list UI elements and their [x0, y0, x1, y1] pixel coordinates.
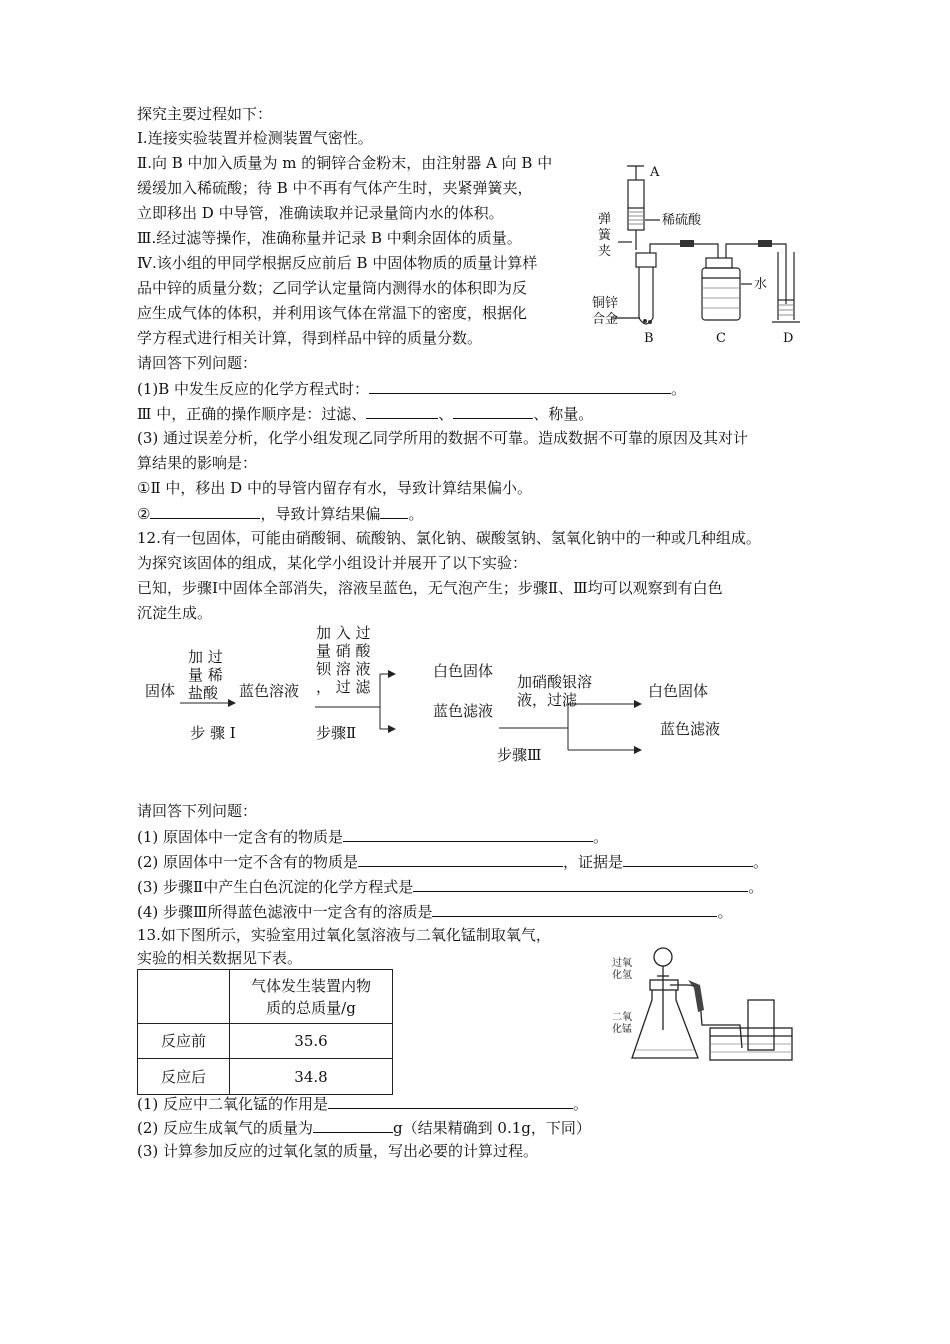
flask-stopper: [650, 980, 678, 990]
question-1-3-b: [137, 503, 423, 524]
q12-line-4: 沉淀生成。: [137, 604, 213, 622]
table-row: [138, 1024, 393, 1059]
q-text: 、称量。: [533, 405, 594, 423]
delivery-tube: [670, 985, 742, 1048]
label-acid: 稀硫酸: [662, 213, 702, 228]
q-text: (2) 原固体中一定不含有的物质是: [137, 853, 359, 871]
q12-question-3: [137, 876, 763, 897]
flow-step-2: 步骤Ⅱ: [316, 724, 357, 742]
stopper-b: [636, 253, 656, 267]
flow-solid: 固体: [145, 682, 176, 700]
answer-blank[interactable]: [313, 1117, 393, 1133]
flow-blue-filtrate-1: 蓝色滤液: [433, 702, 494, 720]
step-4-line-2: 品中锌的质量分数；乙同学认定量筒内测得水的体积即为反: [137, 279, 528, 297]
q-text: (1)B 中发生反应的化学方程式时：: [137, 380, 370, 398]
cylinder-d: [778, 252, 794, 320]
q-text: (2) 反应生成氧气的质量为: [137, 1119, 314, 1137]
answer-blank[interactable]: [150, 503, 260, 519]
label-water: 水: [754, 277, 768, 292]
q-text: g（结果精确到 0.1g，下同）: [393, 1119, 591, 1137]
answer-blank[interactable]: [328, 1093, 573, 1109]
answer-blank[interactable]: [366, 403, 438, 419]
table-row-label: 反应后: [138, 1059, 230, 1095]
conical-flask: [632, 990, 698, 1058]
q12-ask: 请回答下列问题：: [137, 802, 258, 820]
q13-line-2: 实验的相关数据见下表。: [137, 949, 303, 967]
label-b: B: [644, 331, 654, 346]
flow-reagent-3: 加硝酸银溶液，过滤: [517, 673, 593, 709]
arrowhead: [634, 746, 642, 754]
q-text: ，导致计算结果偏: [260, 505, 381, 523]
q-text: 。: [748, 878, 764, 896]
step-2-line-1: Ⅱ.向 B 中加入质量为 m 的铜锌合金粉末，由注射器 A 向 B 中: [137, 154, 553, 172]
answer-blank[interactable]: [453, 403, 533, 419]
funnel-bulb: [654, 948, 672, 966]
table-header-cell: 气体发生装置内物质的总质量/g: [230, 970, 393, 1024]
step-1-line: Ⅰ.连接实验装置并检测装置气密性。: [137, 129, 373, 147]
intro-line: 探究主要过程如下：: [137, 105, 273, 123]
q12-line-3: 已知，步骤Ⅰ中固体全部消失，溶液呈蓝色，无气泡产生；步骤Ⅱ、Ⅲ均可以观察到有白色: [137, 579, 723, 597]
flow-blue-solution: 蓝色溶液: [239, 682, 300, 700]
q-text: 。: [408, 505, 424, 523]
q12-question-1: [137, 826, 608, 847]
question-1-2: [137, 403, 593, 424]
alloy-powder: [643, 319, 647, 323]
q-text: 。: [753, 853, 769, 871]
alloy-powder: [648, 320, 652, 324]
ask-line-1: 请回答下列问题：: [137, 354, 258, 372]
step-4-line-3: 应生成气体的体积，并利用该气体在常温下的密度，根据化: [137, 304, 528, 322]
q-text: 、: [438, 405, 454, 423]
q-text: ②: [137, 505, 151, 523]
tube-c-to-d: [726, 244, 786, 304]
table-row-value: 35.6: [230, 1024, 393, 1059]
label-a: A: [650, 165, 660, 180]
question-1-3-a: ①Ⅱ 中，移出 D 中的导管内留存有水，导致计算结果偏小。: [137, 479, 532, 497]
stopper-c: [706, 258, 732, 268]
arrowhead: [388, 670, 396, 678]
flow-reagent-2: 加 入 过 量 硝 酸 钡 溶 液 ， 过 滤: [316, 624, 371, 696]
q12-line-2: 为探究该固体的组成，某化学小组设计并展开了以下实验：: [137, 554, 528, 572]
flow-step-1: 步 骤 Ⅰ: [190, 724, 236, 742]
table-row-value: 34.8: [230, 1059, 393, 1095]
answer-blank[interactable]: [432, 901, 717, 917]
q-text: 。: [717, 903, 733, 921]
q-text: ，证据是: [563, 853, 624, 871]
q-text: 。: [593, 828, 609, 846]
arrowhead: [388, 725, 396, 733]
question-1-3-line-2: 算结果的影响是：: [137, 454, 258, 472]
test-tube-b: [639, 267, 653, 324]
q13-line-1: 13.如下图所示，实验室用过氧化氢溶液与二氧化锰制取氧气，: [137, 926, 551, 944]
answer-blank[interactable]: [623, 851, 753, 867]
table-row: [138, 970, 393, 1024]
q-text: 。: [671, 380, 687, 398]
question-1-3-line-1: (3) 通过误差分析，化学小组发现乙同学所用的数据不可靠。造成数据不可靠的原因及其对计: [137, 429, 749, 447]
tube-b-to-c: [650, 244, 718, 258]
flow-reagent-1: 加 过 量 稀 盐酸: [188, 648, 223, 702]
step-3-line: Ⅲ.经过滤等操作，准确称量并记录 B 中剩余固体的质量。: [137, 229, 522, 247]
q-text: (4) 步骤Ⅲ所得蓝色滤液中一定含有的溶质是: [137, 903, 433, 921]
label-c: C: [716, 331, 726, 346]
gas-jar: [748, 1000, 774, 1050]
step-2-line-2: 缓缓加入稀硫酸；待 B 中不再有气体产生时，夹紧弹簧夹，: [137, 179, 533, 197]
answer-blank[interactable]: [369, 378, 671, 394]
q12-question-2: [137, 851, 768, 872]
flow-white-solid-1: 白色固体: [433, 662, 494, 680]
mass-data-table: [137, 969, 393, 1095]
arrowhead: [634, 700, 642, 708]
step-2-line-3: 立即移出 D 中导管，准确读取并记录量筒内水的体积。: [137, 204, 504, 222]
table-corner-cell: [138, 970, 230, 1024]
q12-line-1: 12.有一包固体，可能由硝酸铜、硫酸钠、氯化钠、碳酸氢钠、氢氧化钠中的一种或几种组成。: [137, 529, 761, 547]
label-spring-clamp: 弹簧夹: [598, 212, 612, 259]
q12-question-4: [137, 901, 733, 922]
rubber-tube: [688, 980, 704, 1012]
answer-blank[interactable]: [413, 876, 748, 892]
table-row-label: 反应前: [138, 1024, 230, 1059]
q13-question-1: [137, 1093, 588, 1114]
bottle-c: [702, 268, 740, 320]
q-text: 。: [573, 1095, 589, 1113]
label-alloy: 铜锌合金: [592, 296, 619, 327]
flow-blue-filtrate-2: 蓝色滤液: [660, 720, 721, 738]
q-text: (3) 步骤Ⅱ中产生白色沉淀的化学方程式是: [137, 878, 414, 896]
answer-blank[interactable]: [380, 503, 408, 519]
label-h2o2: 过氧化氢: [612, 958, 632, 981]
water-trough: [710, 1028, 792, 1060]
answer-blank[interactable]: [343, 826, 593, 842]
q-text: (1) 反应中二氧化锰的作用是: [137, 1095, 329, 1113]
connector-1: [680, 240, 694, 247]
connector-2: [758, 240, 772, 247]
q13-question-2: [137, 1117, 591, 1138]
syringe-barrel: [628, 180, 644, 230]
q-text: Ⅲ 中，正确的操作顺序是：过滤、: [137, 405, 367, 423]
question-1-1: [137, 378, 686, 399]
table-row: [138, 1059, 393, 1095]
flow-step-3: 步骤Ⅲ: [497, 746, 542, 764]
step-4-line-1: Ⅳ.该小组的甲同学根据反应前后 B 中固体物质的质量计算样: [137, 254, 538, 272]
label-mno2: 二氧化锰: [612, 1012, 632, 1035]
q13-question-3: (3) 计算参加反应的过氧化氢的质量，写出必要的计算过程。: [137, 1142, 539, 1160]
step-4-line-4: 学方程式进行相关计算，得到样品中锌的质量分数。: [137, 329, 483, 347]
q-text: (1) 原固体中一定含有的物质是: [137, 828, 344, 846]
label-d: D: [783, 331, 794, 346]
flow-white-solid-2: 白色固体: [648, 682, 709, 700]
answer-blank[interactable]: [358, 851, 563, 867]
